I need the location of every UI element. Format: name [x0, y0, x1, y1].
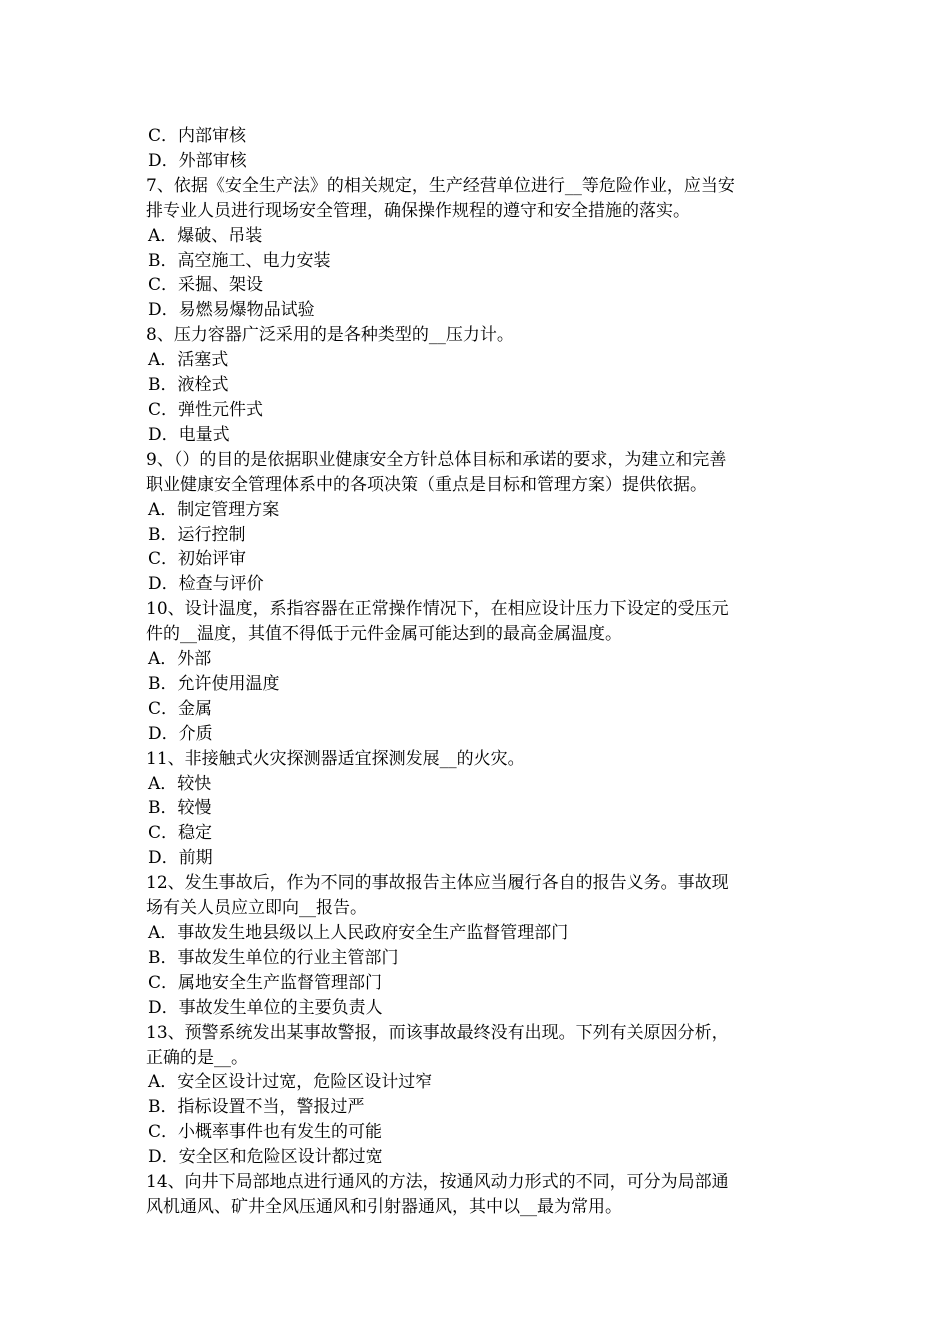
- answer-option: A．事故发生地县级以上人民政府安全生产监督管理部门: [148, 923, 569, 943]
- answer-option: B．较慢: [148, 798, 212, 819]
- answer-option: D．电量式: [148, 424, 230, 445]
- question-text-line: 9、（）的目的是依据职业健康安全方针总体目标和承诺的要求，为建立和完善: [146, 449, 727, 470]
- question-text-line: 12、发生事故后，作为不同的事故报告主体应当履行各自的报告义务。事故现: [146, 873, 729, 894]
- answer-option: B．指标设置不当，警报过严: [148, 1097, 365, 1118]
- question-text-line: 场有关人员应立即向__报告。: [146, 898, 367, 919]
- answer-option: C．采掘、架设: [148, 275, 264, 296]
- answer-option: C．稳定: [148, 823, 213, 844]
- question-text-line: 14、向井下局部地点进行通风的方法，按通风动力形式的不同，可分为局部通: [146, 1172, 729, 1193]
- answer-option: C．小概率事件也有发生的可能: [148, 1122, 383, 1143]
- answer-option: B．允许使用温度: [148, 673, 280, 694]
- question-text-line: 正确的是__。: [146, 1047, 248, 1068]
- question-text-line: 件的__温度，其值不得低于元件金属可能达到的最高金属温度。: [146, 624, 622, 645]
- answer-option: A．安全区设计过宽，危险区设计过窄: [148, 1072, 433, 1093]
- answer-option: C．金属: [148, 698, 213, 719]
- answer-option: C．内部审核: [148, 126, 247, 146]
- question-text-line: 风机通风、矿井全风压通风和引射器通风，其中以__最为常用。: [146, 1196, 622, 1217]
- question-text-line: 10、设计温度，系指容器在正常操作情况下，在相应设计压力下设定的受压元: [146, 599, 729, 620]
- answer-option: A．制定管理方案: [148, 499, 280, 520]
- answer-option: D．事故发生单位的主要负责人: [148, 997, 383, 1018]
- answer-option: A．较快: [148, 773, 212, 794]
- question-text-line: 11、非接触式火灾探测器适宜探测发展__的火灾。: [146, 748, 525, 769]
- document-page: [146, 124, 811, 1220]
- question-text-line: 8、压力容器广泛采用的是各种类型的__压力计。: [146, 325, 514, 346]
- question-text-line: 排专业人员进行现场安全管理，确保操作规程的遵守和安全措施的落实。: [146, 200, 690, 221]
- answer-option: D．前期: [148, 848, 213, 869]
- answer-option: A．外部: [148, 649, 212, 670]
- answer-option: C．弹性元件式: [148, 399, 264, 420]
- answer-option: D．外部审核: [148, 150, 247, 171]
- question-text-line: 7、依据《安全生产法》的相关规定，生产经营单位进行__等危险作业，应当安: [146, 175, 735, 196]
- question-text-line: 职业健康安全管理体系中的各项决策（重点是目标和管理方案）提供依据。: [146, 474, 707, 495]
- answer-option: B．事故发生单位的行业主管部门: [148, 947, 399, 968]
- question-text-line: 13、预警系统发出某事故警报，而该事故最终没有出现。下列有关原因分析，: [146, 1022, 729, 1043]
- answer-option: B．高空施工、电力安装: [148, 250, 331, 271]
- answer-option: A．活塞式: [148, 350, 229, 371]
- answer-option: D．检查与评价: [148, 574, 264, 595]
- answer-option: B．液栓式: [148, 375, 229, 396]
- answer-option: D．介质: [148, 723, 213, 744]
- answer-option: D．易燃易爆物品试验: [148, 300, 315, 321]
- answer-option: C．初始评审: [148, 549, 247, 570]
- answer-option: D．安全区和危险区设计都过宽: [148, 1147, 383, 1168]
- answer-option: C．属地安全生产监督管理部门: [148, 972, 383, 993]
- answer-option: A．爆破、吊装: [148, 225, 263, 246]
- answer-option: B．运行控制: [148, 524, 246, 545]
